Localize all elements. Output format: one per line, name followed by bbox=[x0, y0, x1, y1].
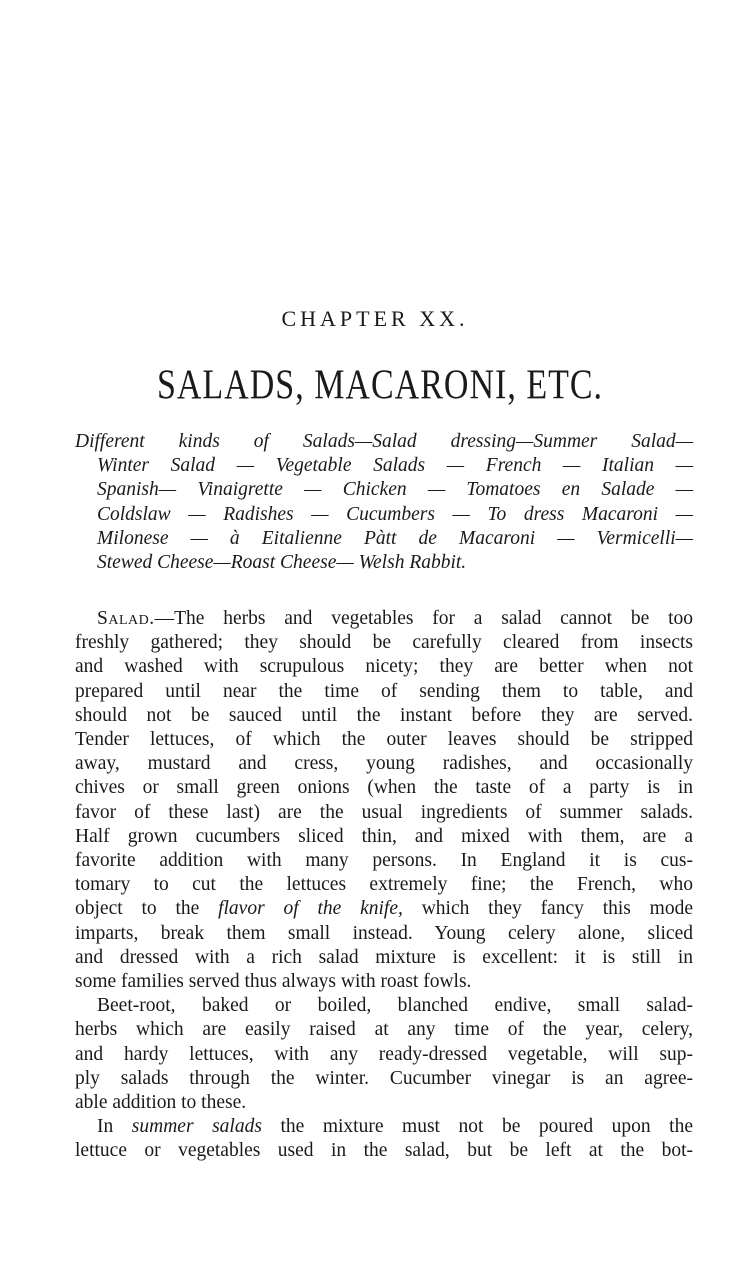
line-text: In bbox=[97, 1116, 132, 1138]
paragraph-line: and dressed with a rich salad mixture is excellent: it is still in bbox=[75, 946, 693, 968]
paragraph-line: favorite addition with many persons. In England it is cus- bbox=[75, 850, 693, 872]
contents-line: Coldslaw — Radishes — Cucumbers — To dress Macaroni — bbox=[97, 503, 693, 525]
paragraph-line: and washed with scrupulous nicety; they are better when not bbox=[75, 656, 693, 678]
italic-phrase: summer salads bbox=[131, 1116, 262, 1138]
line-text: which they fancy this mode bbox=[402, 898, 694, 920]
line-text: object to the bbox=[75, 898, 219, 920]
paragraph-line: favor of these last) are the usual ingredients of summer salads. bbox=[75, 801, 693, 823]
contents-line: Stewed Cheese—Roast Cheese— Welsh Rabbit. bbox=[97, 552, 467, 574]
paragraph-line: should not be sauced until the instant before they are served. bbox=[75, 704, 693, 726]
paragraph-line: prepared until near the time of sending them to table, and bbox=[75, 680, 693, 702]
italic-phrase: flavor of the knife, bbox=[218, 898, 403, 920]
body-text bbox=[75, 607, 693, 1164]
chapter-contents-summary bbox=[75, 430, 693, 575]
paragraph-line: and hardy lettuces, with any ready-dressed vegetable, will sup- bbox=[75, 1043, 693, 1065]
paragraph-line: Tender lettuces, of which the outer leaves should be stripped bbox=[75, 729, 693, 751]
paragraph-line: lettuce or vegetables used in the salad, but be left at the bot- bbox=[75, 1140, 693, 1162]
paragraph-line: imparts, break them small instead. Young celery alone, sliced bbox=[75, 922, 693, 944]
line-text: the mixture must not be poured upon the bbox=[261, 1116, 693, 1138]
line-text: —The herbs and vegetables for a salad cannot be too bbox=[154, 608, 693, 629]
paragraph-line: ply salads through the winter. Cucumber vinegar is an agree- bbox=[75, 1067, 693, 1089]
paragraph-line bbox=[75, 897, 693, 921]
paragraph-line: freshly gathered; they should be carefully cleared from insects bbox=[75, 632, 693, 654]
paragraph-line: Half grown cucumbers sliced thin, and mixed with them, are a bbox=[75, 825, 693, 847]
paragraph-line: some families served thus always with roast fowls. bbox=[75, 971, 472, 993]
contents-line: Different kinds of Salads—Salad dressing—Summer Salad— bbox=[75, 431, 693, 452]
paragraph-line bbox=[75, 1115, 693, 1139]
contents-line: Milonese — à Eitalienne Pàtt de Macaroni — Vermicelli— bbox=[97, 527, 693, 549]
paragraph-line bbox=[75, 607, 693, 631]
paragraph-line: chives or small green onions (when the taste of a party is in bbox=[75, 777, 693, 799]
paragraph-line: away, mustard and cress, young radishes, and occasionally bbox=[75, 753, 693, 775]
chapter-number: CHAPTER XX. bbox=[281, 306, 469, 331]
paragraph-line: herbs which are easily raised at any time of the year, celery, bbox=[75, 1019, 693, 1041]
section-lead-word: Salad. bbox=[97, 608, 155, 629]
paragraph-line: able addition to these. bbox=[75, 1092, 247, 1114]
paragraph-line: Beet-root, baked or boiled, blanched endive, small salad- bbox=[97, 995, 693, 1017]
contents-line: Spanish— Vinaigrette — Chicken — Tomatoes en Salade — bbox=[97, 479, 693, 501]
paragraph-line: tomary to cut the lettuces extremely fine; the French, who bbox=[75, 874, 693, 896]
chapter-title: SALADS, MACARONI, ETC. bbox=[156, 362, 604, 409]
contents-line: Winter Salad — Vegetable Salads — French — Italian — bbox=[97, 455, 693, 477]
